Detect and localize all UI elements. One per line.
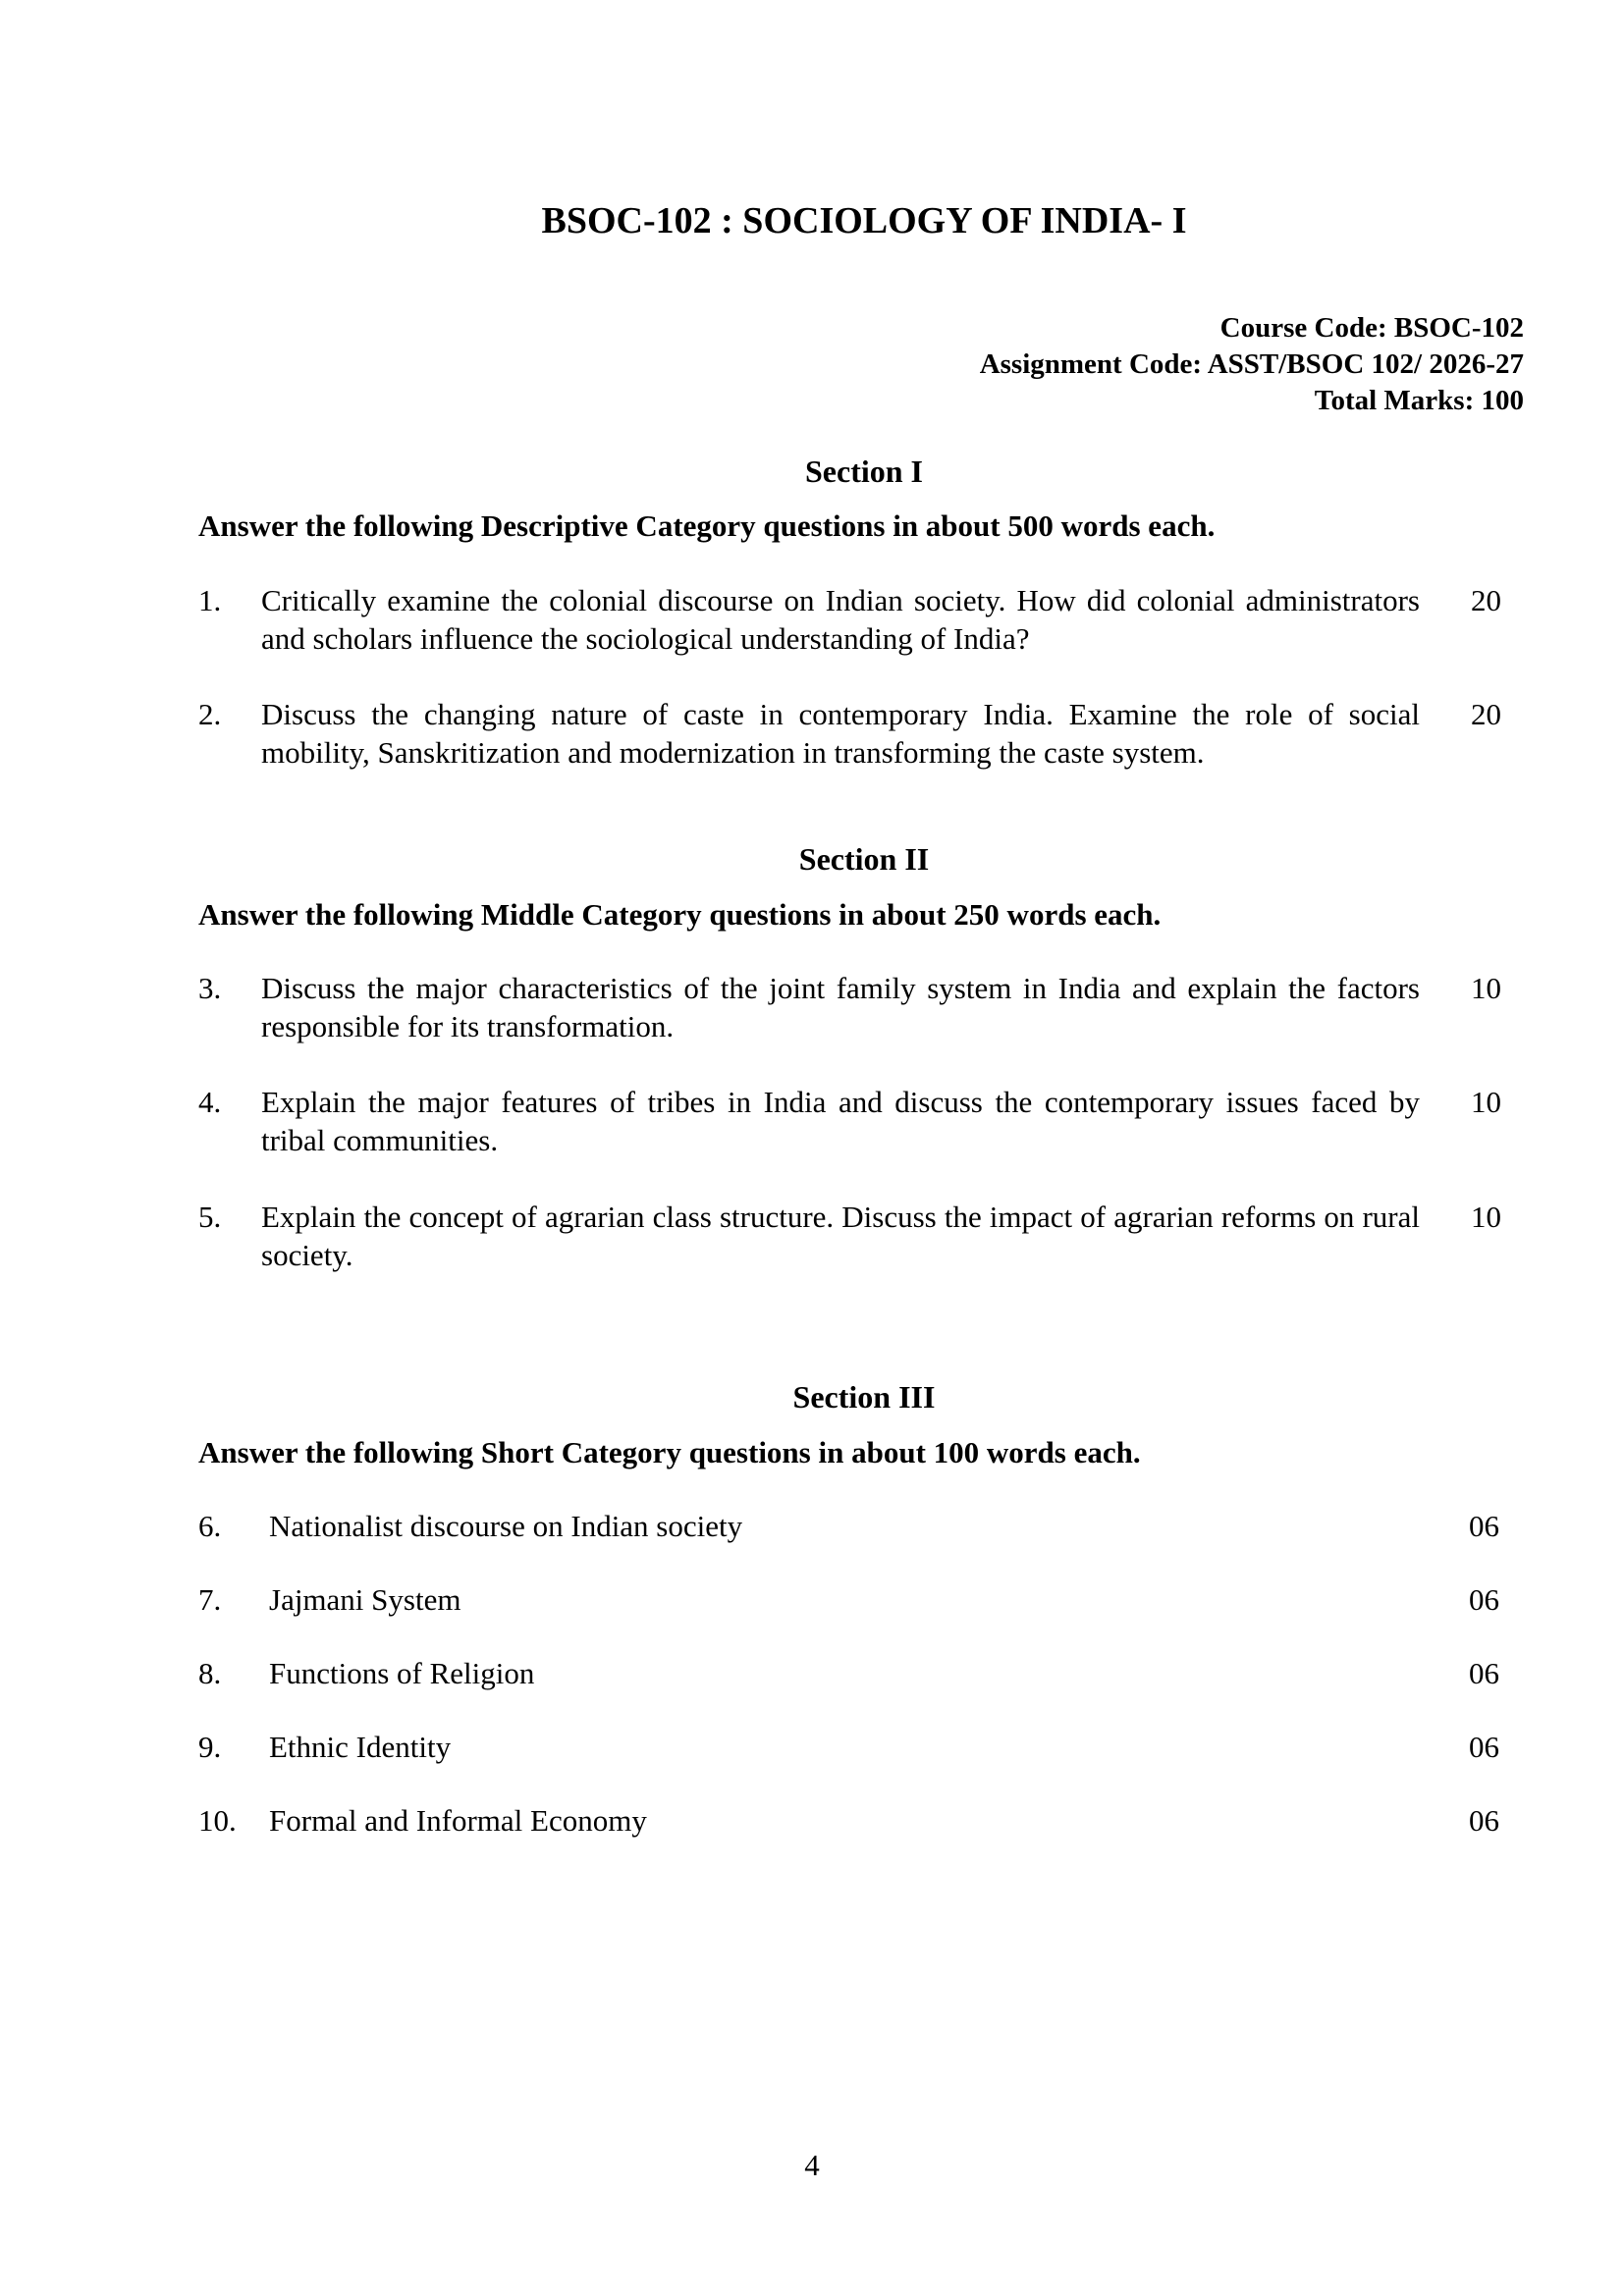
question-item	[198, 1083, 1528, 1159]
question-marks: 10	[1471, 1085, 1501, 1119]
question-number: 9.	[198, 1730, 222, 1764]
question-marks: 06	[1469, 1582, 1499, 1617]
question-marks: 06	[1469, 1730, 1499, 1764]
question-text: Explain the major features of tribes in India and discuss the contemporary issues faced by tribal communities.	[261, 1085, 1420, 1157]
question-text: Critically examine the colonial discourse on Indian society. How did colonial administrators and scholars influence the sociological understanding of India?	[261, 583, 1420, 656]
question-number: 3.	[198, 971, 222, 1005]
question-number: 1.	[198, 583, 222, 617]
question-marks: 06	[1469, 1803, 1499, 1838]
question-number: 8.	[198, 1656, 222, 1690]
question-number: 6.	[198, 1509, 222, 1543]
question-marks: 10	[1471, 971, 1501, 1005]
section-heading: Section II	[798, 841, 930, 877]
question-marks: 20	[1471, 697, 1501, 731]
question-text: Discuss the changing nature of caste in contemporary India. Examine the role of social mobility, Sanskritization and modernization in transforming the caste system.	[261, 697, 1420, 770]
question-text: Ethnic Identity	[269, 1730, 452, 1764]
total-marks: Total Marks: 100	[1314, 385, 1524, 416]
question-item	[198, 695, 1528, 772]
question-text: Formal and Informal Economy	[269, 1803, 647, 1838]
question-number: 10.	[198, 1803, 237, 1838]
section-instruction: Answer the following Middle Category questions in about 250 words each.	[198, 897, 1162, 932]
assignment-code: Assignment Code: ASST/BSOC 102/ 2026-27	[979, 348, 1524, 380]
page-title: BSOC-102 : SOCIOLOGY OF INDIA- I	[541, 200, 1187, 241]
question-text: Functions of Religion	[269, 1656, 535, 1690]
question-text: Explain the concept of agrarian class structure. Discuss the impact of agrarian reforms on rural society.	[261, 1200, 1420, 1272]
question-marks: 06	[1469, 1509, 1499, 1543]
question-text: Jajmani System	[269, 1582, 461, 1617]
course-code: Course Code: BSOC-102	[1219, 312, 1524, 344]
question-number: 4.	[198, 1085, 222, 1119]
section-instruction: Answer the following Descriptive Category questions in about 500 words each.	[198, 508, 1216, 543]
question-number: 5.	[198, 1200, 222, 1234]
question-item	[198, 969, 1528, 1045]
section-heading: Section I	[805, 454, 923, 489]
question-number: 7.	[198, 1582, 222, 1617]
question-text: Discuss the major characteristics of the joint family system in India and explain the factors responsible for its transformation.	[261, 971, 1420, 1043]
question-text: Nationalist discourse on Indian society	[269, 1509, 743, 1543]
assignment-meta	[980, 310, 1524, 419]
section-heading: Section III	[792, 1379, 936, 1415]
question-item	[198, 1198, 1528, 1274]
page-number: 4	[804, 2148, 820, 2182]
question-marks: 20	[1471, 583, 1501, 617]
question-marks: 06	[1469, 1656, 1499, 1690]
question-item	[198, 581, 1528, 658]
question-number: 2.	[198, 697, 222, 731]
section-instruction: Answer the following Short Category questions in about 100 words each.	[198, 1435, 1141, 1469]
question-marks: 10	[1471, 1200, 1501, 1234]
